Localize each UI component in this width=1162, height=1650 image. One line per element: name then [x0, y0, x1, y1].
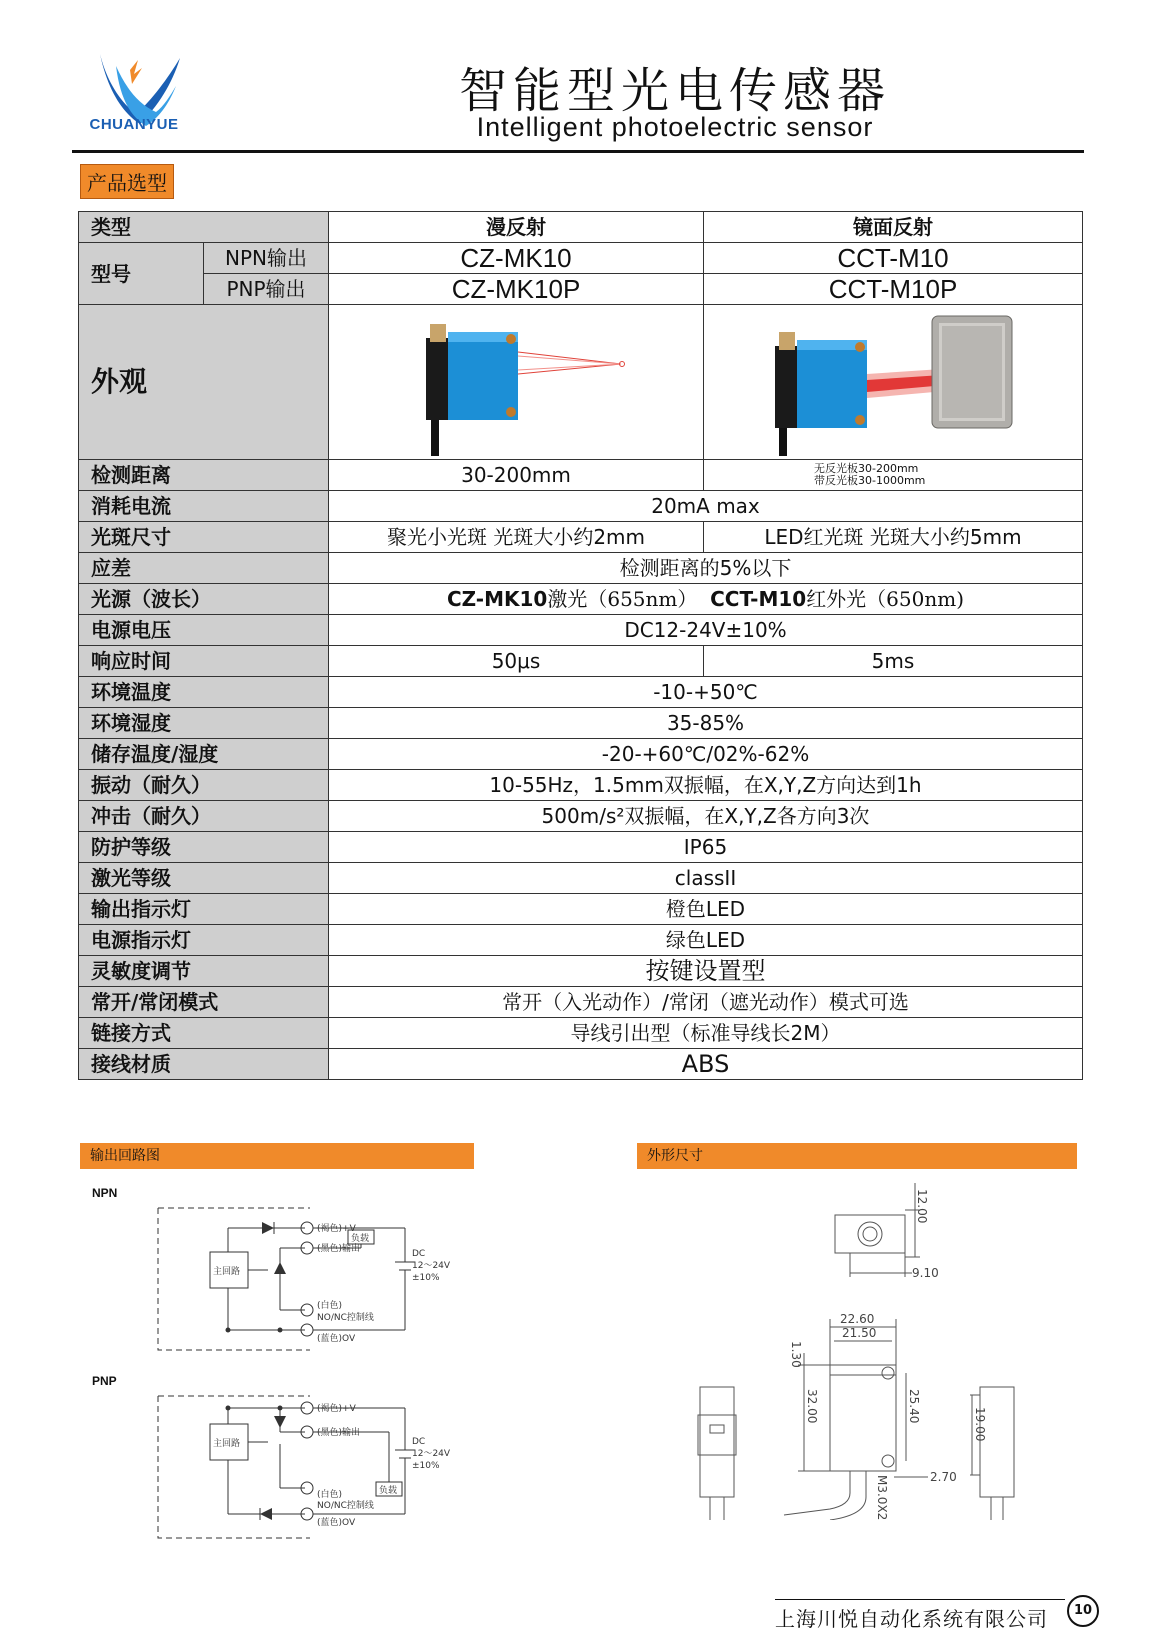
row-value [329, 584, 1083, 615]
dim-width-inner: 21.50 [842, 1326, 877, 1340]
row-label: 消耗电流 [79, 491, 329, 522]
row-label: 光源（波长） [79, 584, 329, 615]
npn-brown-wire: (褐色)+V [317, 1224, 356, 1234]
dim-depth-top: 9.10 [912, 1266, 939, 1280]
distance-mirror-no-reflector: 无反光板30-200mm [814, 462, 919, 475]
table-row [79, 987, 1083, 1018]
row-value: -20-+60℃/02%-62% [329, 739, 1083, 770]
table-row [79, 925, 1083, 956]
pnp-main-circuit: 主回路 [213, 1439, 241, 1449]
npn-load: 负载 [351, 1234, 370, 1244]
dim-hole-offset: 2.70 [930, 1470, 957, 1484]
pnp-load: 负载 [379, 1486, 398, 1496]
row-value: 常开（入光动作）/常闭（遮光动作）模式可选 [329, 987, 1083, 1018]
row-label: 常开/常闭模式 [79, 987, 329, 1018]
row-value: -10-+50℃ [329, 677, 1083, 708]
npn-diffuse-model: CZ-MK10 [329, 243, 704, 274]
table-row [79, 894, 1083, 925]
distance-mirror-with-reflector: 带反光板30-1000mm [814, 474, 926, 487]
pnp-nonc-wire: NO/NC控制线 [317, 1501, 374, 1511]
light-source-model-a: CZ-MK10 [446, 587, 548, 611]
npn-circuit-diagram [150, 1200, 480, 1360]
npn-dc-tolerance: ±10% [412, 1273, 440, 1283]
dim-offset: 1.30 [789, 1341, 803, 1368]
npn-white-wire: (白色) [317, 1301, 343, 1311]
row-value: IP65 [329, 832, 1083, 863]
table-row [79, 615, 1083, 646]
pnp-dc-tolerance: ±10% [412, 1461, 440, 1471]
light-source-a: 激光（655nm） [547, 587, 698, 611]
row-label: 环境温度 [79, 677, 329, 708]
footer-divider [775, 1599, 1065, 1600]
row-value-left: 50μs [329, 646, 704, 677]
row-value: 500m/s²双振幅，在X,Y,Z各方向3次 [329, 801, 1083, 832]
npn-circuit-label: NPN [92, 1186, 118, 1200]
appearance-label: 外观 [79, 305, 329, 460]
type-mirror: 镜面反射 [704, 212, 1083, 243]
row-value: classII [329, 863, 1083, 894]
pnp-dc: DC [412, 1437, 426, 1447]
row-value: 按键设置型 [329, 956, 1083, 987]
npn-dc: DC [412, 1249, 426, 1259]
table-row [79, 491, 1083, 522]
table-row [79, 832, 1083, 863]
type-diffuse: 漫反射 [329, 212, 704, 243]
row-label: 防护等级 [79, 832, 329, 863]
row-label: 输出指示灯 [79, 894, 329, 925]
table-row [79, 708, 1083, 739]
table-row [79, 522, 1083, 553]
npn-dc-range: 12～24V [412, 1261, 451, 1271]
table-row [79, 677, 1083, 708]
diffuse-sensor-image [329, 305, 704, 460]
company-name: 上海川悦自动化系统有限公司 [775, 1607, 1048, 1631]
spec-table [78, 211, 1083, 1080]
row-value-right: 5ms [704, 646, 1083, 677]
row-value: 导线引出型（标准导线长2M） [329, 1018, 1083, 1049]
table-row [79, 801, 1083, 832]
npn-blue-wire: (蓝色)OV [317, 1334, 356, 1344]
pnp-circuit-label: PNP [92, 1374, 117, 1388]
brand-name: CHUANYUE [89, 116, 179, 133]
section-tag-circuit: 输出回路图 [80, 1143, 474, 1169]
pnp-dc-range: 12～24V [412, 1449, 451, 1459]
row-label: 光斑尺寸 [79, 522, 329, 553]
row-label: 电源电压 [79, 615, 329, 646]
dim-width-outer: 22.60 [840, 1312, 875, 1326]
distance-mirror [704, 460, 1083, 491]
pnp-blue-wire: (蓝色)OV [317, 1518, 356, 1528]
type-label: 类型 [79, 212, 329, 243]
row-label: 应差 [79, 553, 329, 584]
section-tag-dimensions: 外形尺寸 [637, 1143, 1077, 1169]
pnp-diffuse-model: CZ-MK10P [329, 274, 704, 305]
page-subtitle: Intelligent photoelectric sensor [476, 112, 874, 142]
section-tag-selection: 产品选型 [80, 164, 174, 199]
dim-thread: M3.0X2 [875, 1475, 889, 1520]
npn-nonc-wire: NO/NC控制线 [317, 1313, 374, 1323]
dim-body-height: 32.00 [805, 1389, 819, 1424]
table-row [79, 212, 1083, 243]
row-value-right: LED红光斑 光斑大小约5mm [704, 522, 1083, 553]
row-value-left: 聚光小光斑 光斑大小约2mm [329, 522, 704, 553]
table-row [79, 274, 1083, 305]
distance-label: 检测距离 [79, 460, 329, 491]
row-label: 储存温度/湿度 [79, 739, 329, 770]
row-label: 电源指示灯 [79, 925, 329, 956]
table-row [79, 460, 1083, 491]
table-row [79, 956, 1083, 987]
table-row [79, 553, 1083, 584]
row-label: 振动（耐久） [79, 770, 329, 801]
header-divider [72, 150, 1084, 153]
page-title: 智能型光电传感器 [458, 63, 891, 119]
mirror-sensor-image [704, 305, 1083, 460]
light-source-b: 红外光（650nm) [806, 587, 965, 611]
model-label: 型号 [79, 243, 204, 305]
table-row [79, 305, 1083, 460]
row-label: 链接方式 [79, 1018, 329, 1049]
row-label: 灵敏度调节 [79, 956, 329, 987]
pnp-circuit-diagram [150, 1388, 480, 1548]
row-value: 检测距离的5%以下 [329, 553, 1083, 584]
distance-diffuse: 30-200mm [329, 460, 704, 491]
row-value: 绿色LED [329, 925, 1083, 956]
table-row [79, 243, 1083, 274]
page-number: 10 [1067, 1595, 1099, 1627]
pnp-mirror-model: CCT-M10P [704, 274, 1083, 305]
table-row [79, 863, 1083, 894]
row-label: 接线材质 [79, 1049, 329, 1080]
dim-height-top: 12.00 [915, 1189, 929, 1224]
row-label: 冲击（耐久） [79, 801, 329, 832]
table-row [79, 584, 1083, 615]
table-row [79, 1018, 1083, 1049]
pnp-brown-wire: (褐色)+V [317, 1404, 356, 1414]
dim-side-height: 19.00 [973, 1407, 987, 1442]
npn-label: NPN输出 [204, 243, 329, 274]
row-value: DC12-24V±10% [329, 615, 1083, 646]
row-value: 10-55Hz，1.5mm双振幅，在X,Y,Z方向达到1h [329, 770, 1083, 801]
row-label: 环境湿度 [79, 708, 329, 739]
npn-black-wire: (黑色)输出 [317, 1244, 361, 1254]
npn-main-circuit: 主回路 [213, 1267, 241, 1277]
row-value: 橙色LED [329, 894, 1083, 925]
table-row [79, 1049, 1083, 1080]
light-source-model-b: CCT-M10 [710, 587, 807, 611]
table-row [79, 739, 1083, 770]
row-label: 激光等级 [79, 863, 329, 894]
dim-hole-pitch: 25.40 [907, 1389, 921, 1424]
dimension-drawing [680, 1175, 1040, 1520]
npn-mirror-model: CCT-M10 [704, 243, 1083, 274]
row-value: ABS [329, 1049, 1083, 1080]
row-value: 35-85% [329, 708, 1083, 739]
pnp-label: PNP输出 [204, 274, 329, 305]
row-label: 响应时间 [79, 646, 329, 677]
pnp-black-wire: (黑色)输出 [317, 1428, 361, 1438]
row-value: 20mA max [329, 491, 1083, 522]
pnp-white-wire: (白色) [317, 1490, 343, 1500]
table-row [79, 770, 1083, 801]
table-row [79, 646, 1083, 677]
